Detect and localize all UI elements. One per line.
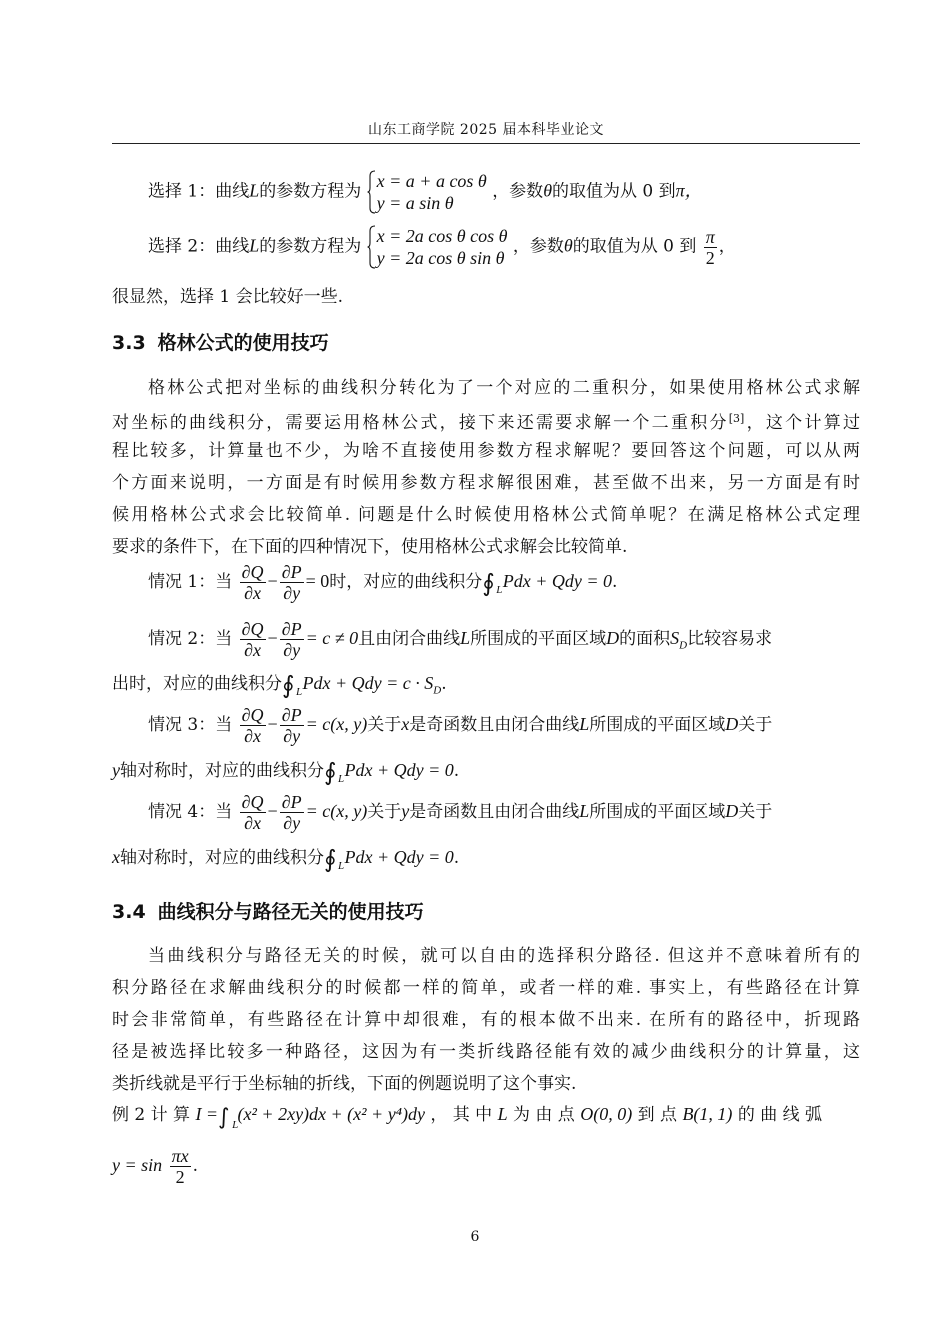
choice-1-param-prefix: ，参数 xyxy=(492,181,544,202)
choice-2-eq-x: x = 2a cos θ cos θ xyxy=(376,226,508,246)
pi-over-2-fraction: $\frac{\pi}{2}$ xyxy=(705,226,715,268)
case-3-line-2: y轴对称时，对应的曲线积分∮ L Pdx + Qdy = 0. xyxy=(112,758,460,786)
dq-dx-fraction: $\frac{\partial Q}{\partial x}$ xyxy=(241,705,264,746)
choice-2-line xyxy=(148,225,860,269)
case-1-line: 情况 1：当 $\frac{\partial Q}{\partial x}$ − $\frac{\partial P}{\partial y}$ = 0时，对应的曲线积分∮ L Pdx + Qdy = 0. xyxy=(148,562,618,603)
dq-dx-fraction: $\frac{\partial Q}{\partial x}$ xyxy=(241,562,264,603)
running-header: 山东工商学院 2025 届本科毕业论文 xyxy=(367,122,605,138)
curve-symbol: L xyxy=(249,180,260,201)
paragraph-line: 对坐标的曲线积分，需要运用格林公式，接下来还需要求解一个二重积分[3]，这个计算过 xyxy=(112,412,861,433)
paragraph-line: 格林公式把对坐标的曲线积分转化为了一个对应的二重积分，如果使用格林公式求解 xyxy=(148,378,860,398)
choice-2-param-mid: 的取值为从 0 到 xyxy=(572,236,697,257)
theta-symbol: θ xyxy=(563,235,573,256)
choice-2-param-prefix: ，参数 xyxy=(512,236,564,257)
choice-1-prefix: 选择 1：曲线 xyxy=(148,181,250,202)
left-brace-icon xyxy=(367,170,376,214)
section-3-4-heading xyxy=(112,897,424,924)
paragraph-line: 当曲线积分与路径无关的时候，就可以自由的选择积分路径. 但这并不意味着所有的 xyxy=(148,946,860,966)
paragraph-line: 径是被选择比较多一种路径，这因为有一类折线路径能有效的减少曲线积分的计算量，这 xyxy=(112,1042,860,1062)
curve-symbol: L xyxy=(249,235,260,256)
choice-1-eq-x: x = a + a cos θ xyxy=(376,171,487,191)
pi-x-over-2-fraction: $\frac{\pi x}{2}$ xyxy=(171,1146,189,1187)
page-number: 6 xyxy=(470,1229,480,1245)
contour-integral-icon: ∮ L xyxy=(324,845,345,873)
paragraph-line: 时会非常简单，有些路径在计算中却很难，有的根本做不出来. 在所有的路径中，折现路 xyxy=(112,1010,860,1030)
dq-dx-fraction: $\frac{\partial Q}{\partial x}$ xyxy=(241,619,264,660)
dp-dy-fraction: $\frac{\partial P}{\partial y}$ xyxy=(281,792,302,833)
case-2-line: 情况 2：当 $\frac{\partial Q}{\partial x}$ − $\frac{\partial P}{\partial y}$ = c ≠ 0且由闭合曲线L所围成的平面区域D的面积$S_D$比较容易求 xyxy=(148,619,773,660)
case-3-line: 情况 3：当 $\frac{\partial Q}{\partial x}$ − $\frac{\partial P}{\partial y}$ = c(x, y)关于x是奇函数且由闭合曲线L所围成的平面区域D关于 xyxy=(148,705,773,746)
dp-dy-fraction: $\frac{\partial P}{\partial y}$ xyxy=(281,619,302,660)
section-title: 曲线积分与路径无关的使用技巧 xyxy=(157,901,424,923)
paragraph-line: 要求的条件下，在下面的四种情况下，使用格林公式求解会比较简单. xyxy=(112,537,628,557)
citation: [3] xyxy=(728,412,745,425)
contour-integral-icon: ∮ L xyxy=(282,671,303,699)
section-3-3-heading xyxy=(112,328,329,355)
choice-2-equation-system xyxy=(367,225,508,269)
choice-1-param-mid: 的取值为从 0 到 xyxy=(552,181,676,202)
section-title: 格林公式的使用技巧 xyxy=(157,332,329,354)
choice-1-eq-y: y = a sin θ xyxy=(376,193,454,213)
header-rule xyxy=(112,143,860,144)
left-brace-icon xyxy=(367,225,376,269)
case-2-line-2: 出时，对应的曲线积分∮ L Pdx + Qdy = $c \cdot S_D$. xyxy=(112,671,447,699)
choice-2-mid: 的参数方程为 xyxy=(259,236,362,257)
choice-2-eq-y: y = 2a cos θ sin θ xyxy=(376,248,505,268)
choice-1-line xyxy=(148,170,860,214)
paragraph-line: 积分路径在求解曲线积分的时候都一样的简单，或者一样的难. 事实上，有些路径在计算 xyxy=(112,978,860,998)
contour-integral-icon: ∮ L xyxy=(324,758,345,786)
example-2-line-2: y = sin $\frac{\pi x}{2}$ . xyxy=(112,1146,198,1187)
choice-2-end: ， xyxy=(718,236,736,257)
case-4-line-2: x轴对称时，对应的曲线积分∮ L Pdx + Qdy = 0. xyxy=(112,845,460,873)
choice-1-mid: 的参数方程为 xyxy=(259,181,362,202)
paragraph-line: 候用格林公式求会比较简单. 问题是什么时候使用格林公式简单呢？在满足格林公式定理 xyxy=(112,505,860,525)
theta-symbol: θ xyxy=(543,180,553,201)
case-4-line: 情况 4：当 $\frac{\partial Q}{\partial x}$ − $\frac{\partial P}{\partial y}$ = c(x, y)关于y是奇函数且由闭合曲线L所围成的平面区域D关于 xyxy=(148,792,773,833)
paragraph-line: 个方面来说明，一方面是有时候用参数方程求解很困难，甚至做不出来，另一方面是有时 xyxy=(112,473,860,493)
dp-dy-fraction: $\frac{\partial P}{\partial y}$ xyxy=(281,705,302,746)
section-number: 3.3 xyxy=(112,332,146,354)
choice-1-equation-system xyxy=(367,170,487,214)
dp-dy-fraction: $\frac{\partial P}{\partial y}$ xyxy=(281,562,302,603)
choice-1-end: π， xyxy=(675,180,703,201)
contour-integral-icon: ∮ L xyxy=(482,569,503,597)
example-2-line: 例 2 计 算 I =∫ L (x² + 2xy)dx + (x² + y⁴)dy ， 其 中 L 为 由 点 O(0, 0) 到 点 B(1, 1) 的 曲 线 弧 xyxy=(112,1104,823,1131)
dq-dx-fraction: $\frac{\partial Q}{\partial x}$ xyxy=(241,792,264,833)
integral-icon: ∫ L xyxy=(218,1105,239,1131)
paragraph-line: 类折线就是平行于坐标轴的折线，下面的例题说明了这个事实. xyxy=(112,1074,577,1094)
section-number: 3.4 xyxy=(112,901,146,923)
choice-conclusion: 很显然，选择 1 会比较好一些. xyxy=(112,287,344,307)
paragraph-line: 程比较多，计算量也不少，为啥不直接使用参数方程求解呢？要回答这个问题，可以从两 xyxy=(112,441,860,461)
area-symbol: $S_D$ xyxy=(670,628,688,652)
choice-2-prefix: 选择 2：曲线 xyxy=(148,236,250,257)
